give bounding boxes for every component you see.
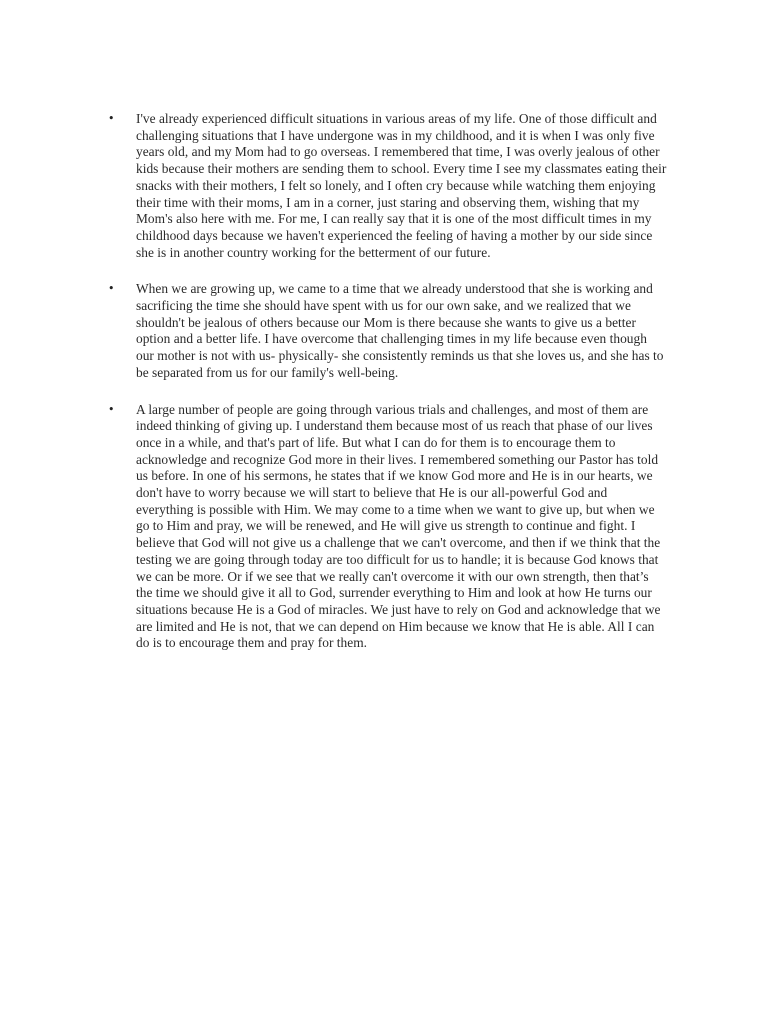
paragraph-text: When we are growing up, we came to a time that we already understood that she is working and sacrificing the time she should have spent with us for our own sake, and we realized that we shouldn't be jealous of others because our Mom is there because she wants to give us a better option and a better life. I have overcome that challenging times in my life because even though our mother is not with us- physically- she consistently reminds us that she loves us, and she has to be separated from us for our family's well-being. bbox=[136, 281, 664, 380]
list-item bbox=[108, 111, 668, 261]
paragraph-text: I've already experienced difficult situations in various areas of my life. One of those difficult and challenging situations that I have undergone was in my childhood, and it is when I was only five years old, and my Mom had to go overseas. I remembered that time, I was overly jealous of other kids because their mothers are sending them to school. Every time I see my classmates eating their snacks with their mothers, I felt so lonely, and I often cry because while watching them enjoying their time with their moms, I am in a corner, just staring and observing them, wishing that my Mom's also here with me. For me, I can really say that it is one of the most difficult times in my childhood days because we haven't experienced the feeling of having a mother by our side since she is in another country working for the betterment of our future. bbox=[136, 111, 667, 260]
bullet-icon: • bbox=[108, 402, 115, 416]
list-item bbox=[108, 402, 668, 653]
list-item bbox=[108, 281, 668, 381]
bullet-icon: • bbox=[108, 282, 115, 296]
bullet-list bbox=[108, 111, 668, 672]
paragraph-text: A large number of people are going through various trials and challenges, and most of them are indeed thinking of giving up. I understand them because most of us reach that phase of our lives once in a while, and that's part of life. But what I can do for them is to encourage them to acknowledge and recognize God more in their lives. I remembered something our Pastor has told us before. In one of his sermons, he states that if we know God more and He is in our hearts, we don't have to worry because we will start to believe that He is our all-powerful God and everything is possible with Him. We may come to a time when we want to give up, but when we go to Him and pray, we will be renewed, and He will give us strength to continue and fight. I believe that God will not give us a challenge that we can't overcome, and then if we think that the testing we are going through today are too difficult for us to handle; it is because God knows that we can be more. Or if we see that we really can't overcome it with our own strength, then that’s the time we should give it all to God, surrender everything to Him and look at how He turns our situations because He is a God of miracles. We just have to rely on God and acknowledge that we are limited and He is not, that we can depend on Him because we know that He is able. All I can do is to encourage them and pray for them. bbox=[136, 401, 661, 651]
bullet-icon: • bbox=[108, 112, 115, 125]
